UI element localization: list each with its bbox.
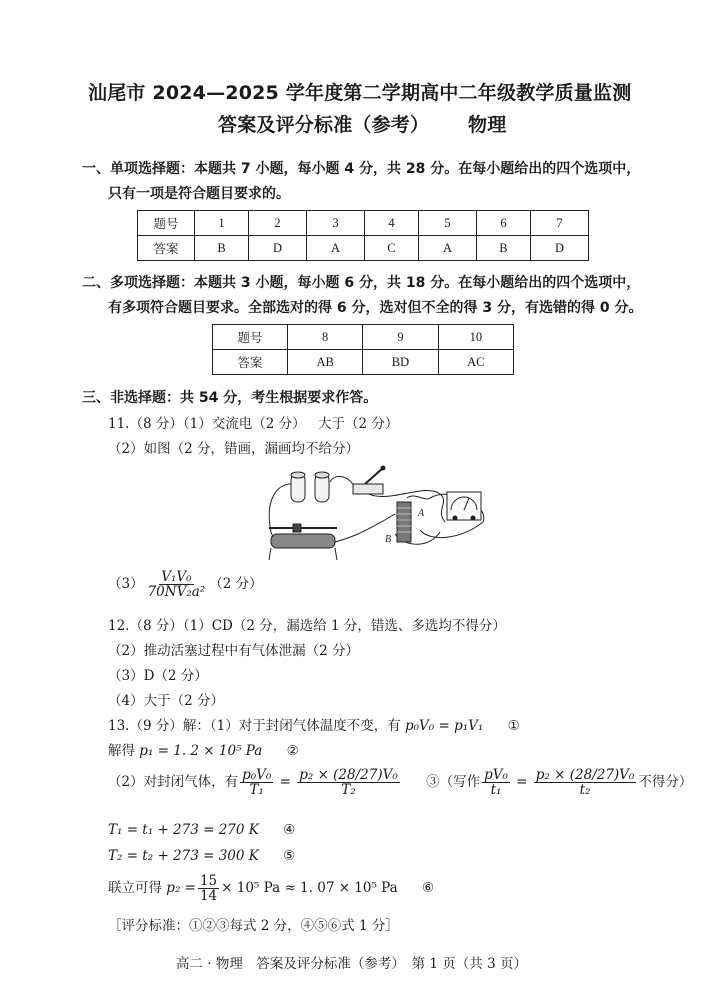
page-footer: 高二 · 物理 答案及评分标准（参考） 第 1 页（共 3 页） <box>176 956 527 972</box>
q13-line2 <box>108 739 299 759</box>
single-choice-answer-table <box>137 210 589 261</box>
q12-line3: （3）D（2 分） <box>108 668 208 684</box>
question-number-cell: 7 <box>530 211 588 236</box>
q11-line3-prefix: （3） <box>108 576 144 593</box>
section3-heading: 三、非选择题：共 54 分，考生根据要求作答。 <box>82 390 378 406</box>
q13-frac-rhs-num: p₂ × (28/27)V₀ <box>299 767 398 783</box>
table-header-cell: 题号 <box>138 211 195 236</box>
q13-frac-rhs <box>297 768 400 797</box>
q13-mark5: ⑤ <box>283 848 296 864</box>
question-number-cell: 9 <box>363 325 438 350</box>
circuit-figure <box>255 462 487 564</box>
answer-cell: D <box>249 236 307 261</box>
multi-choice-answer-table <box>212 324 514 375</box>
answer-cell: A <box>306 236 364 261</box>
q11-line3-suffix: （2 分） <box>209 576 263 593</box>
answer-cell: D <box>530 236 588 261</box>
q13-line2-text: 解得 <box>108 743 135 759</box>
q13-frac-6-den: 14 <box>199 888 218 905</box>
question-number-cell: 6 <box>476 211 530 236</box>
switch-icon <box>353 466 385 494</box>
table-header-cell: 题号 <box>213 325 288 350</box>
q13-frac-alt-rhs-den: t₂ <box>579 782 591 799</box>
q11-line1: 11.（8 分）（1）交流电（2 分） <box>108 416 306 432</box>
battery-icon <box>291 472 329 502</box>
question-number-cell: 5 <box>418 211 476 236</box>
label-b: B <box>385 534 392 545</box>
q13-frac-lhs <box>240 768 273 797</box>
answer-cell: B <box>195 236 249 261</box>
q12-line2: （2）推动活塞过程中有气体泄漏（2 分） <box>108 643 359 659</box>
q13-line1-text: 13.（9 分）解：（1）对于封闭气体温度不变，有 <box>108 718 401 734</box>
q13-frac-alt-rhs <box>534 768 637 797</box>
question-number-cell: 10 <box>438 325 513 350</box>
q13-frac-alt-rhs-num: p₂ × (28/27)V₀ <box>535 767 635 783</box>
rheostat-icon <box>269 524 337 560</box>
q11-formula-den: 70NV₂a² <box>147 584 206 601</box>
table-header-cell: 答案 <box>213 350 288 375</box>
label-a: A <box>418 508 425 519</box>
q11-line1b: 大于（2 分） <box>318 416 399 432</box>
q13-frac-6-num: 15 <box>199 873 218 889</box>
q13-mark4: ④ <box>283 822 296 838</box>
q13-frac-6 <box>198 874 219 903</box>
answer-cell: B <box>476 236 530 261</box>
q13-line3-tail: 不得分） <box>638 774 693 791</box>
answer-cell: C <box>364 236 418 261</box>
question-number-cell: 4 <box>364 211 418 236</box>
answer-cell: A <box>418 236 476 261</box>
answer-cell: BD <box>363 350 438 375</box>
answer-cell: AB <box>288 350 363 375</box>
q13-eq2: p₁ = 1. 2 × 10⁵ Pa <box>139 743 263 759</box>
q13-frac-alt-lhs-den: t₁ <box>490 782 502 799</box>
q13-eq1: p₀V₀ = p₁V₁ <box>405 718 484 734</box>
page-title-line1: 汕尾市 2024—2025 学年度第二学期高中二年级教学质量监测 <box>88 82 632 104</box>
q13-line4 <box>108 822 295 838</box>
q13-line6 <box>108 874 434 903</box>
q13-frac-rhs-den: T₂ <box>341 782 356 799</box>
section1-heading-line2: 只有一项是符合题目要求的。 <box>108 186 290 202</box>
q13-line6-text: 联立可得 <box>108 880 162 897</box>
table-row <box>138 236 589 261</box>
q13-mark6: ⑥ <box>422 880 435 897</box>
q13-scoring-note: ［评分标准：①②③每式 2 分，④⑤⑥式 1 分］ <box>108 918 399 934</box>
galvanometer-icon <box>447 492 481 520</box>
coil-icon <box>397 502 411 542</box>
section2-heading-line1: 二、多项选择题：本题共 3 小题，每小题 6 分，共 18 分。在每小题给出的四个选项中， <box>82 275 641 291</box>
q12-line4: （4）大于（2 分） <box>108 693 224 709</box>
table-row <box>138 211 589 236</box>
q13-line3: （2）对封闭气体，有 $\frac{\text{p₀V₀}}{\text{T₁}}$ = $\frac{\text{p₂ × (28/27)V₀}}{\text{T₂}}$ ③（写作 $\frac{\text{pV₀}}{\text{t₁}}$ = $\frac{\text{p₂ × (28/27)V₀}}{\text{t₂}}$ 不得分） <box>108 767 693 799</box>
q11-line3 <box>108 570 263 599</box>
answer-cell: AC <box>438 350 513 375</box>
q13-eq5: T₂ = t₂ + 273 = 300 K <box>108 848 259 864</box>
q11-formula-num: V₁V₀ <box>161 569 192 585</box>
q13-frac-alt-lhs-num: pV₀ <box>484 767 508 783</box>
q13-mark1: ① <box>507 718 520 734</box>
q13-frac-alt-lhs <box>482 768 510 797</box>
question-number-cell: 8 <box>288 325 363 350</box>
question-number-cell: 3 <box>306 211 364 236</box>
question-number-cell: 2 <box>249 211 307 236</box>
section2-heading-line2: 有多项符合题目要求。全部选对的得 6 分，选对但不全的得 3 分，有选错的得 0 分。 <box>108 300 643 316</box>
section1-heading-line1: 一、单项选择题：本题共 7 小题，每小题 4 分，共 28 分。在每小题给出的四个选项中， <box>82 161 641 177</box>
q13-eq6-pre: p₂ = <box>166 880 196 897</box>
q11-line2: （2）如图（2 分，错画，漏画均不给分） <box>108 441 359 457</box>
question-number-cell: 1 <box>195 211 249 236</box>
table-header-cell: 答案 <box>138 236 195 261</box>
q13-line5 <box>108 848 295 864</box>
q11-formula <box>146 570 208 599</box>
q13-mark2: ② <box>286 743 299 759</box>
q12-line1: 12.（8 分）（1）CD（2 分，漏选给 1 分，错选、多选均不得分） <box>108 618 506 634</box>
table-row <box>213 325 514 350</box>
q13-frac-lhs-den: T₁ <box>249 782 264 799</box>
table-row <box>213 350 514 375</box>
q13-frac-lhs-num: p₀V₀ <box>242 767 272 783</box>
q13-line3-text: （2）对封闭气体，有 <box>108 774 239 791</box>
q13-eq4: T₁ = t₁ + 273 = 270 K <box>108 822 259 838</box>
subject-title: 物理 <box>468 114 507 136</box>
q13-eq6-post: × 10⁵ Pa ≈ 1. 07 × 10⁵ Pa <box>221 880 398 897</box>
page-title-line2: 答案及评分标准（参考） <box>218 114 430 136</box>
q13-mark3: ③（写作 <box>426 774 481 791</box>
q13-line1 <box>108 714 520 734</box>
